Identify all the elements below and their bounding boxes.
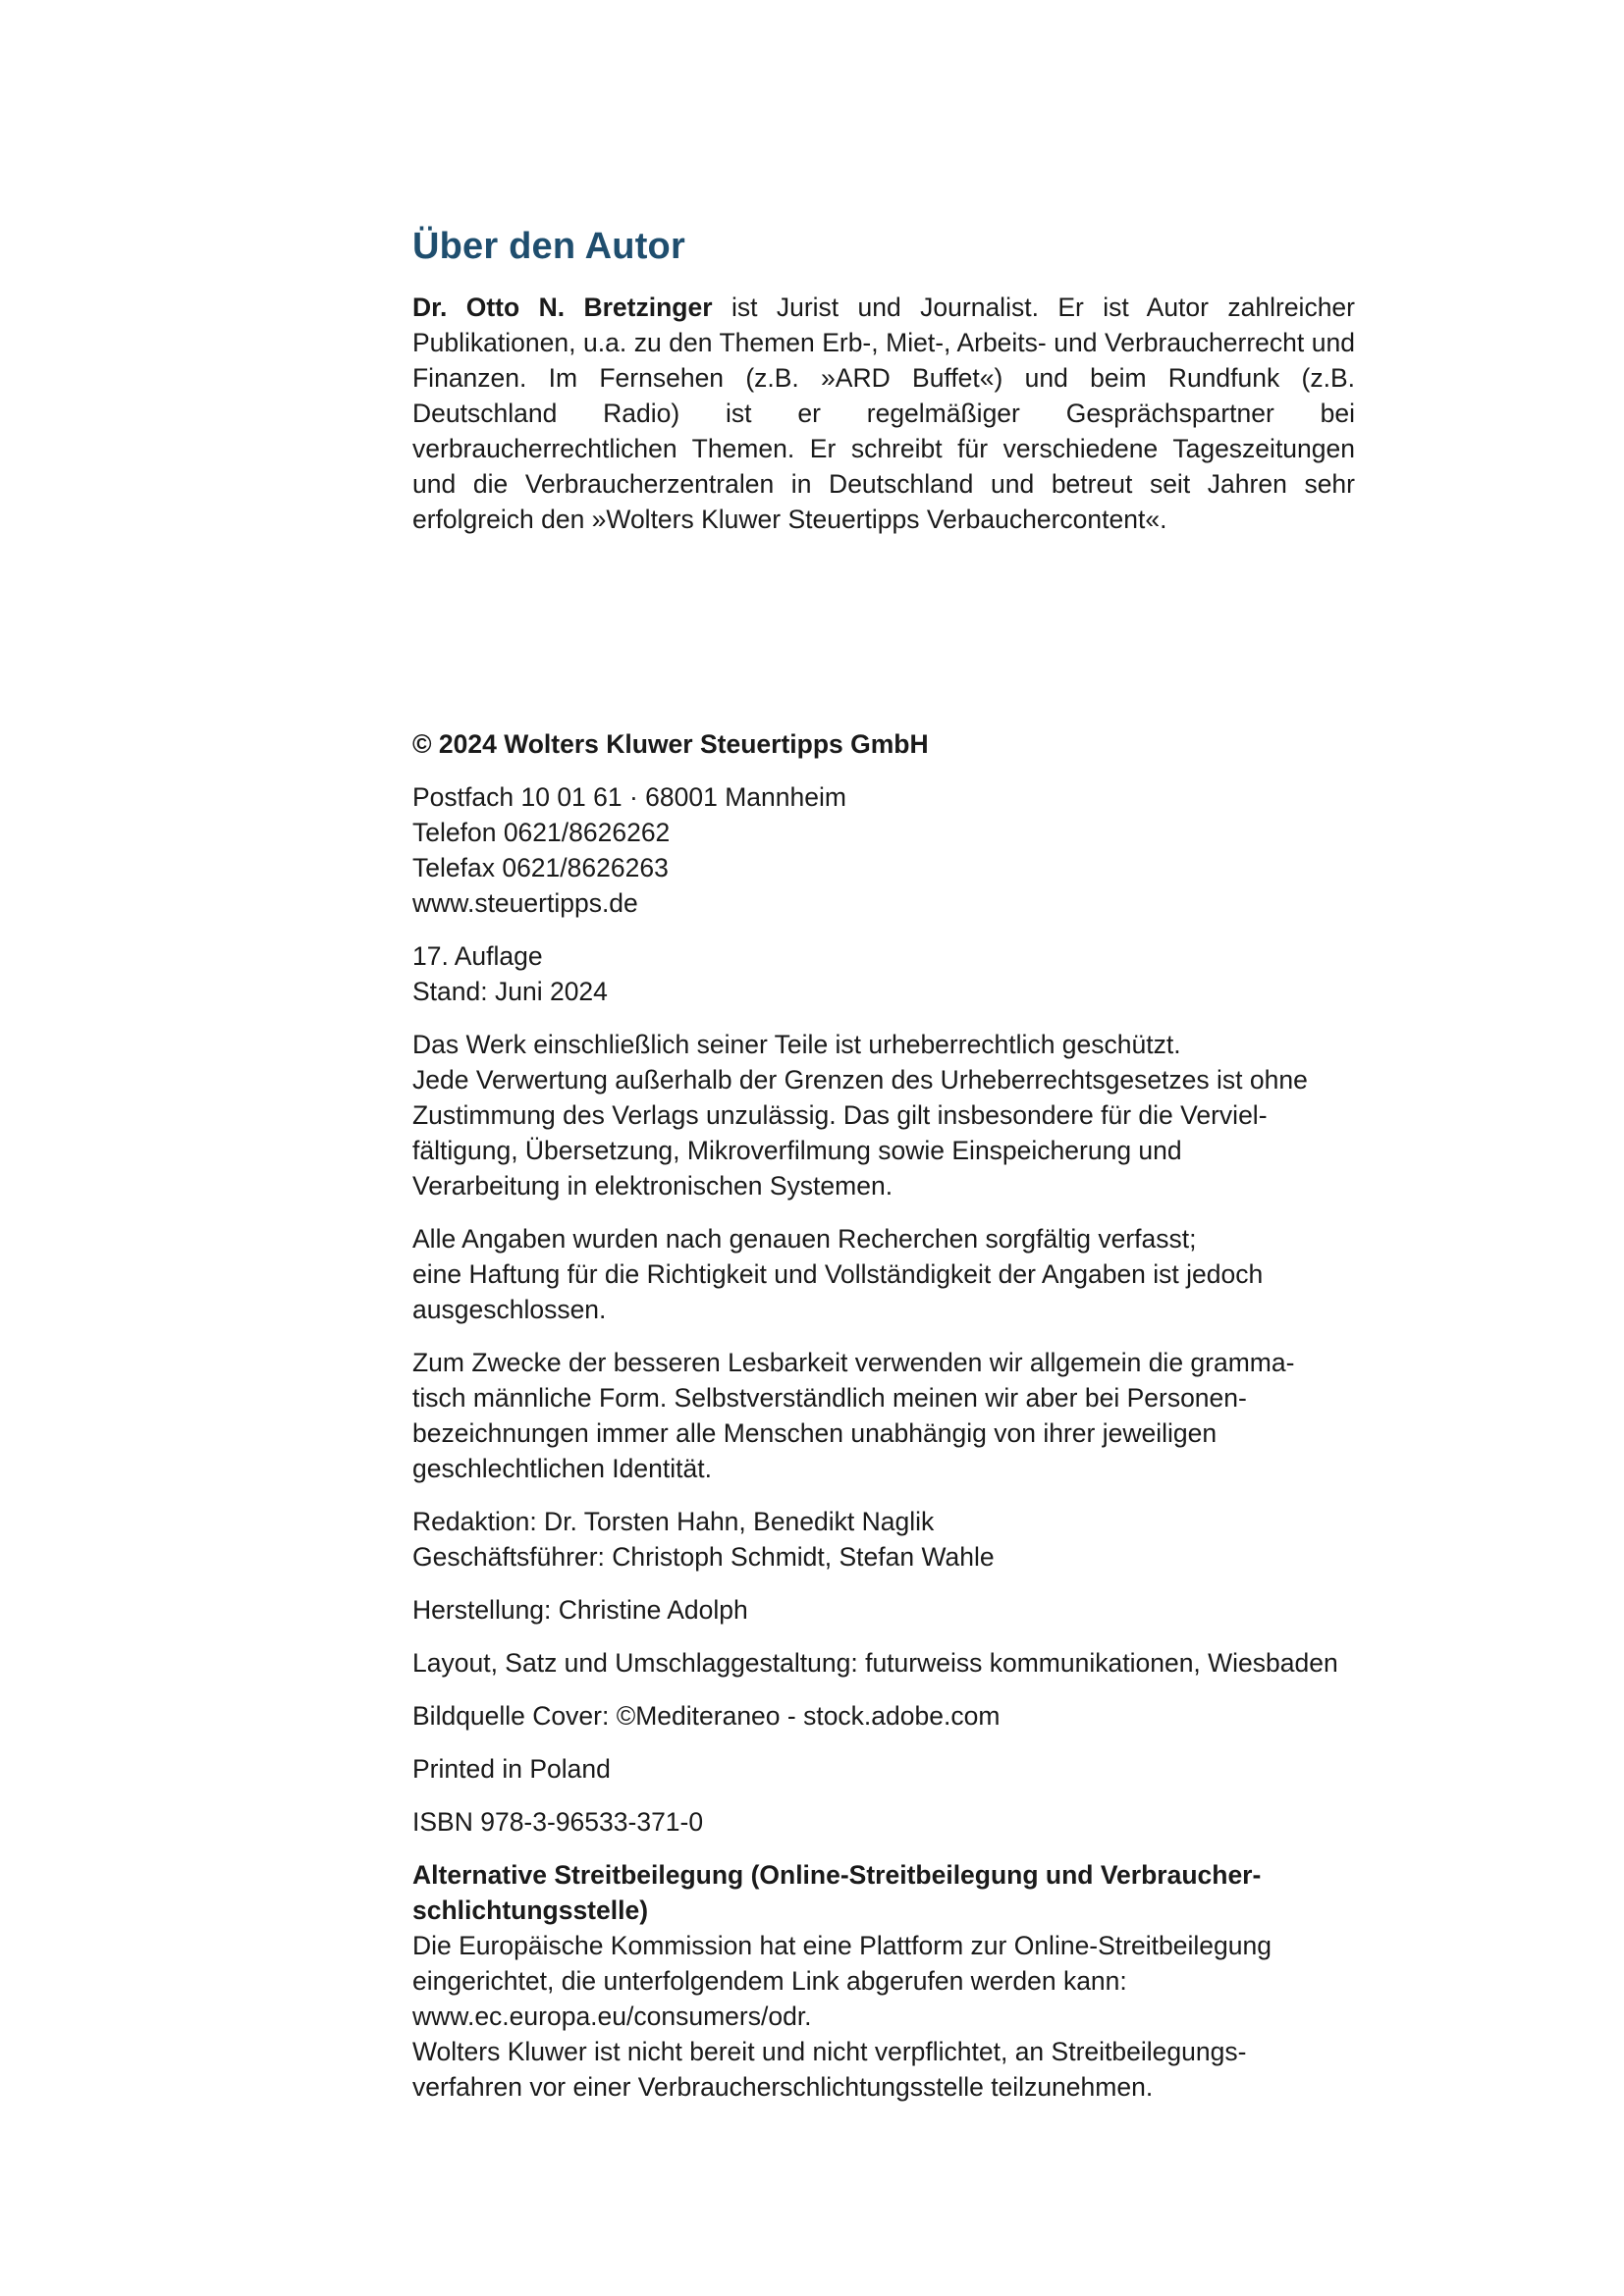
author-bio-text: ist Jurist und Journalist. Er ist Autor zahlreicher Publikationen, u.a. zu den Themen Erb-, Miet-, Arbeits- und Verbraucherrecht und Finanzen. Im Fernsehen (z.B. »ARD Buffet«) und beim Rundfunk (z.B. Deutschland Radio) ist er regelmäßiger Gesprächspartner bei verbraucherrechtlichen Themen. Er schreibt für verschiedene Tageszeitungen und die Verbraucherzentralen in Deutschland und betreut seit Jahren sehr erfolgreich den »Wolters Kluwer Steuertipps Verbauchercontent«. bbox=[412, 293, 1355, 534]
gender-note-line: tisch männliche Form. Selbstverständlich meinen wir aber bei Personen- bbox=[412, 1383, 1247, 1413]
disclaimer-line: Alle Angaben wurden nach genauen Recherchen sorgfältig verfasst; bbox=[412, 1224, 1197, 1254]
cover-image-credit: Bildquelle Cover: ©Mediteraneo - stock.adobe.com bbox=[412, 1701, 1001, 1731]
gender-note-line: bezeichnungen immer alle Menschen unabhängig von ihrer jeweiligen bbox=[412, 1418, 1218, 1448]
dispute-line: Die Europäische Kommission hat eine Plattform zur Online-Streitbeilegung bbox=[412, 1931, 1272, 1960]
layout-credit: Layout, Satz und Umschlaggestaltung: futurweiss kommunikationen, Wiesbaden bbox=[412, 1648, 1338, 1678]
gender-note-line: geschlechtlichen Identität. bbox=[412, 1454, 712, 1483]
managers: Geschäftsführer: Christoph Schmidt, Stefan Wahle bbox=[412, 1542, 995, 1572]
production: Herstellung: Christine Adolph bbox=[412, 1595, 748, 1625]
dispute-line: Wolters Kluwer ist nicht bereit und nicht verpflichtet, an Streitbeilegungs- bbox=[412, 2037, 1247, 2066]
imprint-section bbox=[412, 726, 1355, 2122]
dispute-link[interactable]: www.ec.europa.eu/consumers/odr. bbox=[412, 2002, 812, 2031]
dispute-line: verfahren vor einer Verbraucherschlichtungsstelle teilzunehmen. bbox=[412, 2072, 1154, 2102]
publisher-phone: Telefon 0621/8626262 bbox=[412, 818, 671, 847]
copyright-notice-line: Jede Verwertung außerhalb der Grenzen des Urheberrechtsgesetzes ist ohne bbox=[412, 1065, 1308, 1095]
copyright-notice-line: fältigung, Übersetzung, Mikroverfilmung sowie Einspeicherung und bbox=[412, 1136, 1182, 1165]
isbn: ISBN 978-3-96533-371-0 bbox=[412, 1807, 704, 1837]
edition-info bbox=[412, 938, 1355, 1009]
copyright-line: © 2024 Wolters Kluwer Steuertipps GmbH bbox=[412, 729, 929, 759]
author-bio bbox=[412, 290, 1355, 537]
edition-status: Stand: Juni 2024 bbox=[412, 977, 608, 1006]
copyright-notice bbox=[412, 1027, 1355, 1203]
copyright-notice-line: Zustimmung des Verlags unzulässig. Das gilt insbesondere für die Verviel- bbox=[412, 1100, 1268, 1130]
publisher-fax: Telefax 0621/8626263 bbox=[412, 853, 669, 882]
staff-info bbox=[412, 1504, 1355, 1575]
copyright-notice-line: Das Werk einschließlich seiner Teile ist urheberrechtlich geschützt. bbox=[412, 1030, 1181, 1059]
publisher-address: Postfach 10 01 61 · 68001 Mannheim bbox=[412, 782, 846, 812]
publisher-contact bbox=[412, 779, 1355, 921]
author-name: Dr. Otto N. Bretzinger bbox=[412, 293, 713, 322]
editors: Redaktion: Dr. Torsten Hahn, Benedikt Naglik bbox=[412, 1507, 935, 1536]
about-author-heading: Über den Autor bbox=[412, 226, 685, 267]
disclaimer-line: ausgeschlossen. bbox=[412, 1295, 607, 1324]
printed-in: Printed in Poland bbox=[412, 1754, 611, 1784]
dispute-heading: Alternative Streitbeilegung (Online-Streitbeilegung und Verbraucher- bbox=[412, 1860, 1262, 1890]
dispute-line: eingerichtet, die unterfolgendem Link abgerufen werden kann: bbox=[412, 1966, 1127, 1996]
dispute-resolution bbox=[412, 1857, 1355, 2105]
gender-note bbox=[412, 1345, 1355, 1486]
publisher-website: www.steuertipps.de bbox=[412, 888, 638, 918]
disclaimer bbox=[412, 1221, 1355, 1327]
disclaimer-line: eine Haftung für die Richtigkeit und Vollständigkeit der Angaben ist jedoch bbox=[412, 1259, 1264, 1289]
edition: 17. Auflage bbox=[412, 941, 543, 971]
dispute-heading: schlichtungsstelle) bbox=[412, 1896, 649, 1925]
copyright-notice-line: Verarbeitung in elektronischen Systemen. bbox=[412, 1171, 893, 1201]
about-author-section bbox=[412, 226, 1355, 537]
gender-note-line: Zum Zwecke der besseren Lesbarkeit verwenden wir allgemein die gramma- bbox=[412, 1348, 1295, 1377]
